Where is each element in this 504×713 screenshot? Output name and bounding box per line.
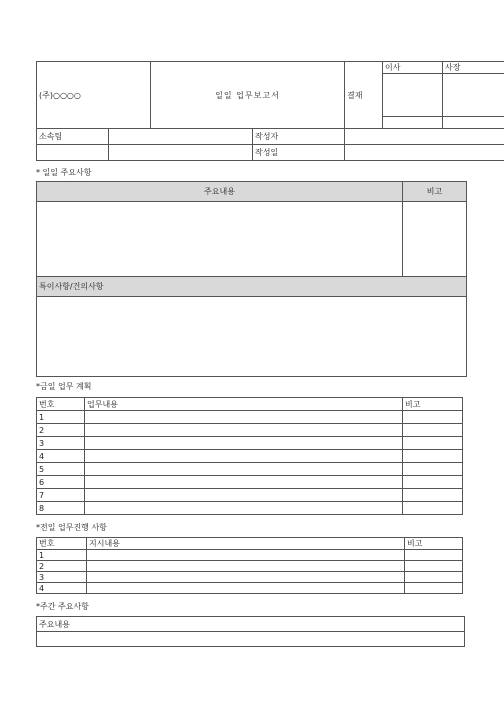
special-notes-field[interactable] bbox=[37, 297, 467, 377]
date-label: 작성일 bbox=[253, 145, 345, 161]
plan-row-note[interactable] bbox=[403, 489, 463, 502]
weekly-main-heading: *주간 주요사항 bbox=[36, 602, 89, 611]
plan-row-content[interactable] bbox=[85, 424, 403, 437]
page-title: 일일 업무보고서 bbox=[151, 62, 345, 129]
weekly-content-header: 주요내용 bbox=[37, 617, 465, 632]
approver-president-label: 사장 bbox=[443, 62, 504, 74]
plan-row-content[interactable] bbox=[85, 489, 403, 502]
writer-field[interactable] bbox=[345, 129, 504, 145]
plan-row-content[interactable] bbox=[85, 502, 403, 515]
progress-row-no: 4 bbox=[37, 583, 87, 594]
plan-row-content[interactable] bbox=[85, 450, 403, 463]
approver-director-label: 이사 bbox=[383, 62, 443, 74]
special-notes-header: 특이사항/건의사항 bbox=[37, 277, 467, 297]
progress-row-content[interactable] bbox=[87, 561, 405, 572]
writer-label: 작성자 bbox=[253, 129, 345, 145]
plan-no-header: 번호 bbox=[37, 398, 85, 411]
director-sign-box[interactable] bbox=[383, 74, 443, 117]
progress-row-note[interactable] bbox=[405, 583, 463, 594]
progress-row-no: 2 bbox=[37, 561, 87, 572]
today-plan-heading: *금일 업무 계획 bbox=[36, 382, 92, 391]
progress-row-content[interactable] bbox=[87, 550, 405, 561]
date-field[interactable] bbox=[345, 145, 504, 161]
dept-label: 소속팀 bbox=[37, 129, 109, 145]
president-date-box[interactable] bbox=[443, 117, 504, 129]
plan-row-note[interactable] bbox=[403, 450, 463, 463]
plan-row-note[interactable] bbox=[403, 424, 463, 437]
plan-row-no: 2 bbox=[37, 424, 85, 437]
plan-row-content[interactable] bbox=[85, 463, 403, 476]
approval-label: 결재 bbox=[345, 62, 383, 129]
plan-note-header: 비고 bbox=[403, 398, 463, 411]
plan-row-no: 5 bbox=[37, 463, 85, 476]
dept-field[interactable] bbox=[109, 129, 253, 145]
progress-row-note[interactable] bbox=[405, 572, 463, 583]
president-sign-box[interactable] bbox=[443, 74, 504, 117]
main-content-header: 주요내용 bbox=[37, 182, 403, 202]
plan-row-no: 4 bbox=[37, 450, 85, 463]
progress-row-no: 3 bbox=[37, 572, 87, 583]
daily-main-table bbox=[36, 181, 467, 377]
plan-row-no: 6 bbox=[37, 476, 85, 489]
plan-row-note[interactable] bbox=[403, 463, 463, 476]
plan-content-header: 업무내용 bbox=[85, 398, 403, 411]
progress-note-header: 비고 bbox=[405, 538, 463, 550]
progress-row-no: 1 bbox=[37, 550, 87, 561]
company-name: (주)○○○○ bbox=[37, 62, 151, 129]
progress-content-header: 지시내용 bbox=[87, 538, 405, 550]
plan-row-note[interactable] bbox=[403, 411, 463, 424]
main-note-header: 비고 bbox=[403, 182, 467, 202]
previous-progress-heading: *전일 업무진행 사항 bbox=[36, 523, 107, 532]
plan-row-note[interactable] bbox=[403, 476, 463, 489]
dept-field-3[interactable] bbox=[109, 145, 253, 161]
progress-row-content[interactable] bbox=[87, 572, 405, 583]
daily-main-heading: * 일일 주요사항 bbox=[36, 168, 92, 177]
plan-row-note[interactable] bbox=[403, 502, 463, 515]
plan-row-content[interactable] bbox=[85, 411, 403, 424]
main-content-field[interactable] bbox=[37, 202, 403, 277]
plan-row-no: 1 bbox=[37, 411, 85, 424]
plan-row-no: 7 bbox=[37, 489, 85, 502]
main-note-field[interactable] bbox=[403, 202, 467, 277]
progress-no-header: 번호 bbox=[37, 538, 87, 550]
progress-row-content[interactable] bbox=[87, 583, 405, 594]
dept-field-2[interactable] bbox=[37, 145, 109, 161]
director-date-box[interactable] bbox=[383, 117, 443, 129]
progress-row-note[interactable] bbox=[405, 550, 463, 561]
plan-row-note[interactable] bbox=[403, 437, 463, 450]
plan-row-no: 8 bbox=[37, 502, 85, 515]
plan-row-content[interactable] bbox=[85, 476, 403, 489]
header-table bbox=[36, 61, 504, 161]
weekly-main-table bbox=[36, 616, 465, 647]
previous-progress-table bbox=[36, 537, 463, 594]
weekly-content-field[interactable] bbox=[37, 632, 465, 647]
progress-row-note[interactable] bbox=[405, 561, 463, 572]
plan-row-content[interactable] bbox=[85, 437, 403, 450]
today-plan-table bbox=[36, 397, 463, 515]
plan-row-no: 3 bbox=[37, 437, 85, 450]
